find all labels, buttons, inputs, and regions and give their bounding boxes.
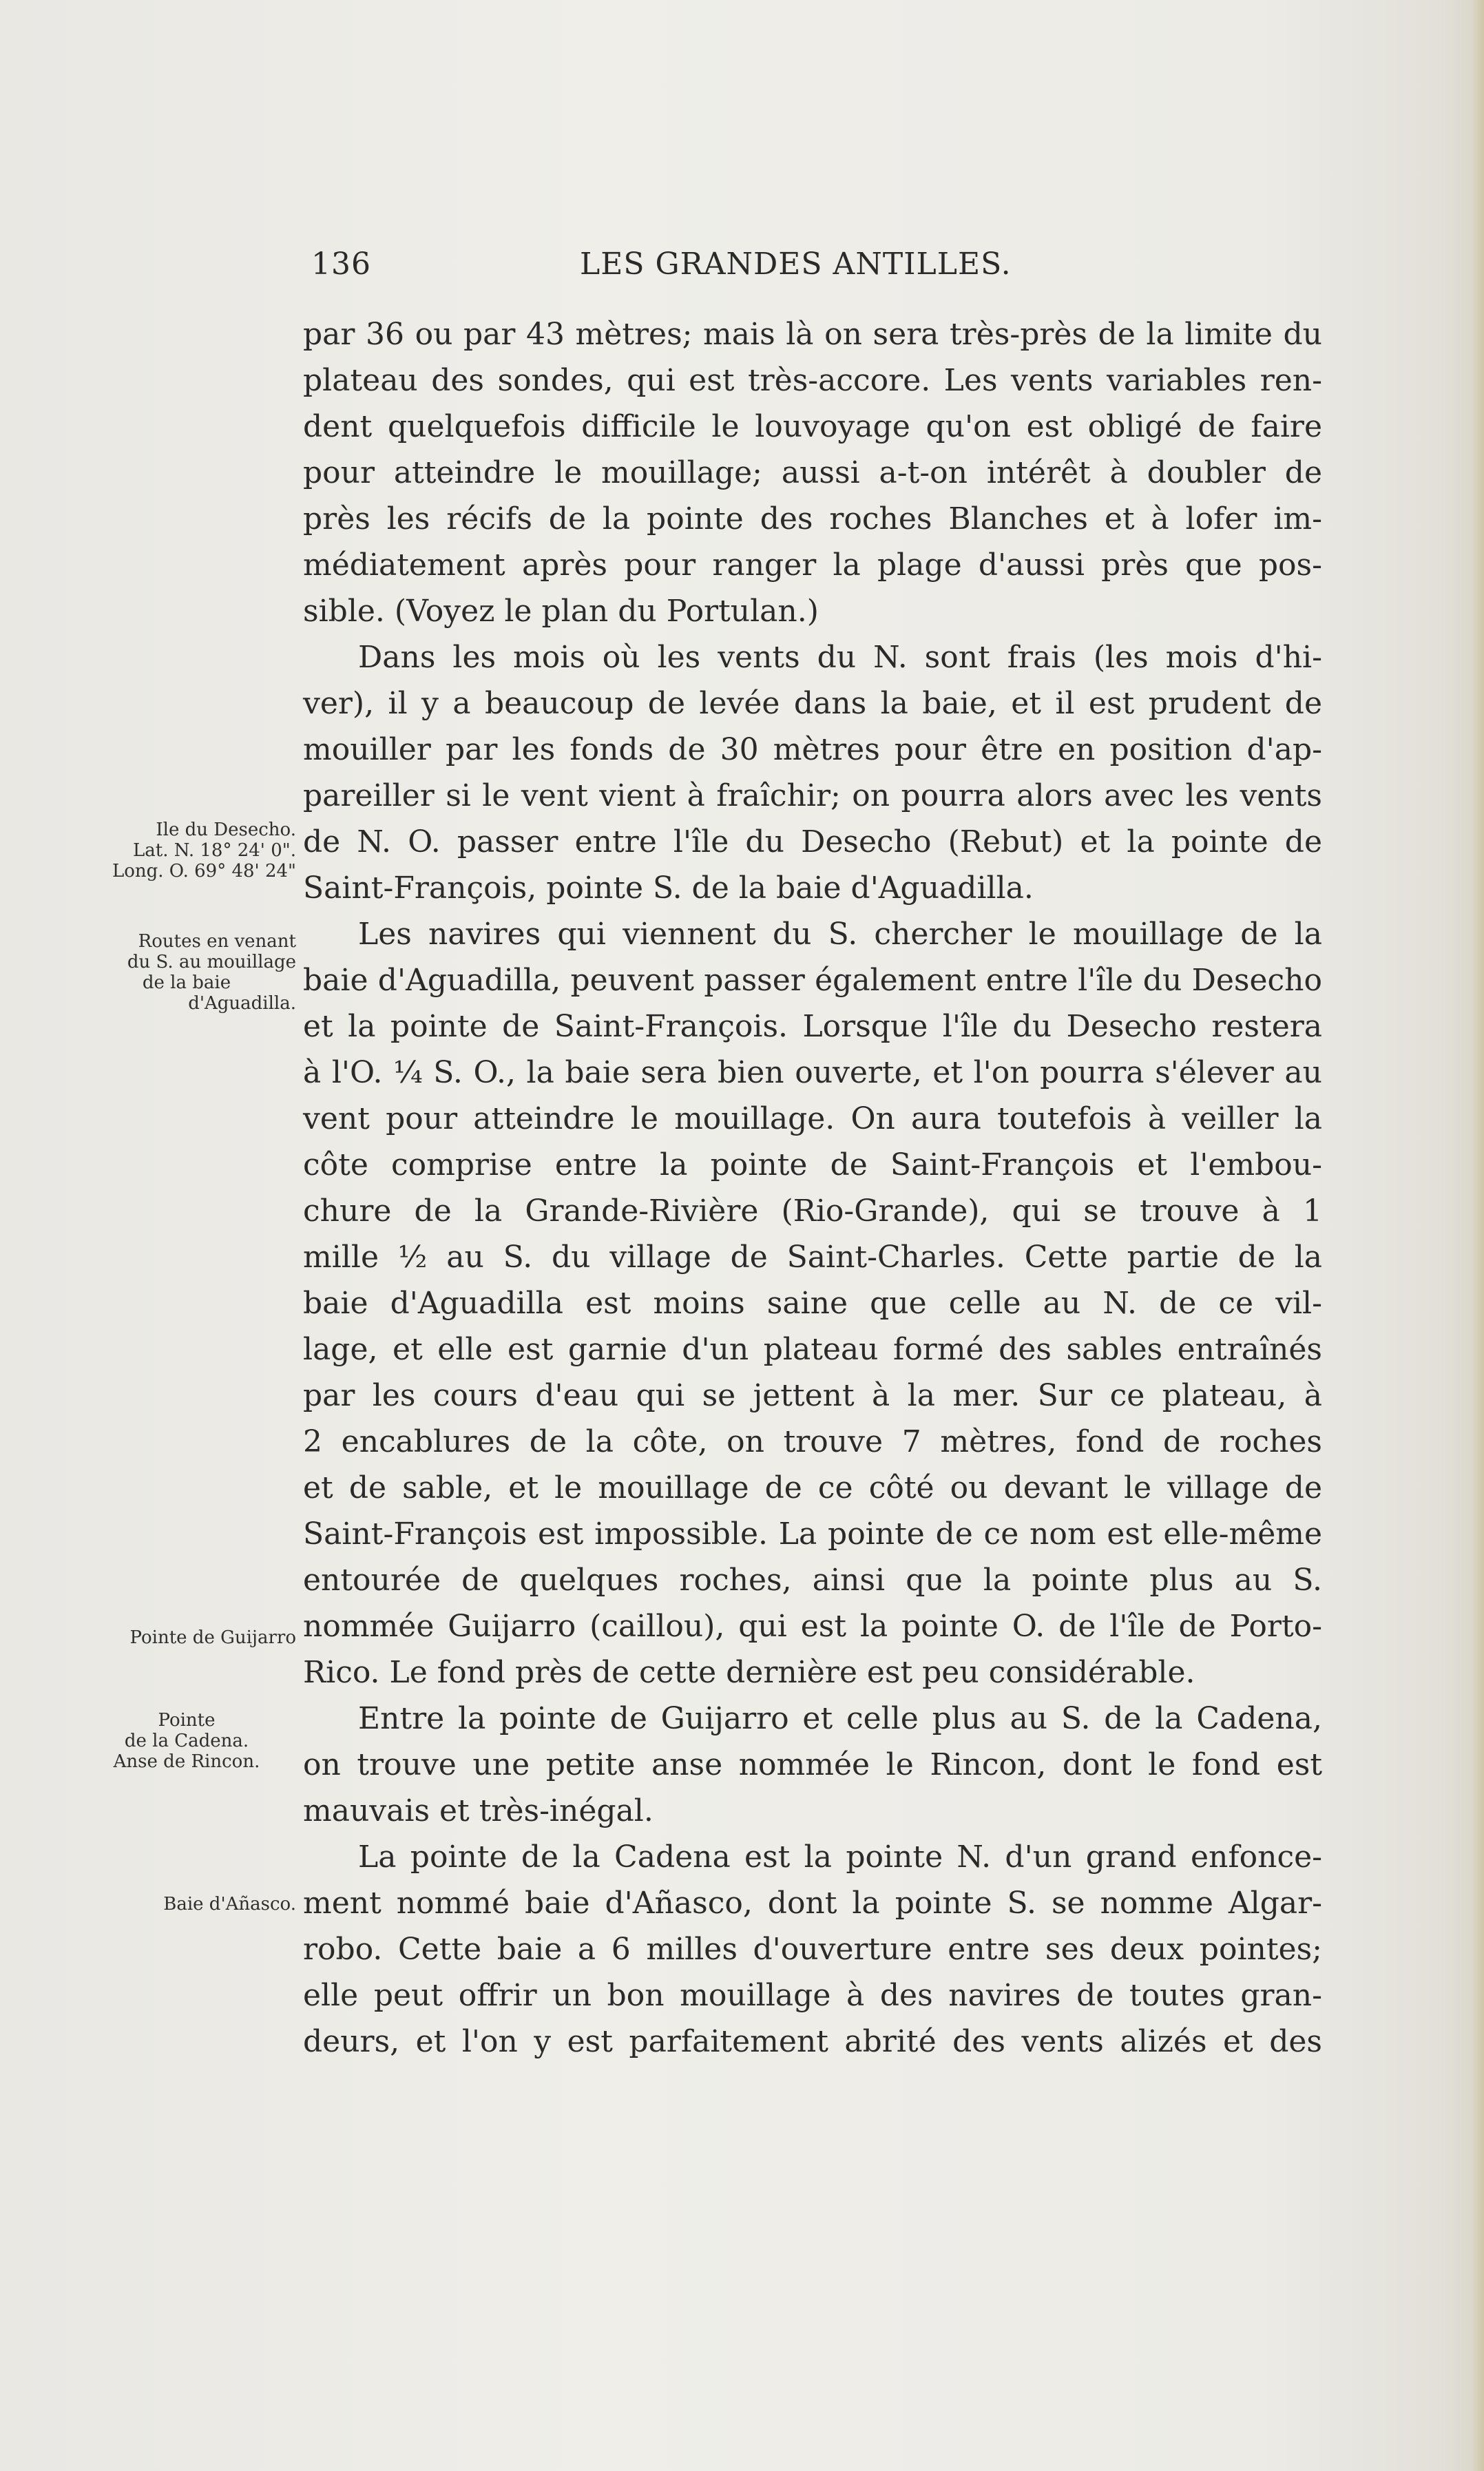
text-line: mille ½ au S. du village de Saint-Charles. Cette partie de la [303, 1240, 1322, 1275]
text-line: ment nommé baie d'Añasco, dont la pointe S. se nomme Algar- [303, 1886, 1322, 1921]
main-text [303, 311, 1322, 2065]
margin-note-pointe-de-guijarro [77, 1627, 296, 1648]
text-line: par les cours d'eau qui se jettent à la mer. Sur ce plateau, à [303, 1378, 1322, 1413]
text-line: près les récifs de la pointe des roches Blanches et à lofer im- [303, 501, 1322, 536]
margin-note-line: du S. au mouillage [127, 952, 296, 972]
margin-note-line: Ile du Desecho. [156, 820, 296, 840]
margin-note-line: de la Cadena. [124, 1731, 249, 1751]
text-line: deurs, et l'on y est parfaitement abrité des vents alizés et des [303, 2024, 1322, 2059]
text-line: lage, et elle est garnie d'un plateau formé des sables entraînés [303, 1332, 1322, 1367]
text-line: mauvais et très-inégal. [303, 1793, 654, 1828]
text-line: baie d'Aguadilla, peuvent passer également entre l'île du Desecho [303, 963, 1322, 998]
margin-note-ile-du-desecho [77, 820, 296, 882]
text-line: à l'O. ¼ S. O., la baie sera bien ouverte, et l'on pourra s'élever au [303, 1055, 1322, 1090]
paragraph-4-end [303, 1788, 1322, 1834]
paragraph-3-end [303, 1649, 1322, 1696]
text-line: baie d'Aguadilla est moins saine que celle au N. de ce vil- [303, 1286, 1322, 1321]
paragraph-4 [303, 1696, 1322, 1788]
paragraph-2 [303, 634, 1322, 865]
text-line: plateau des sondes, qui est très-accore. Les vents variables ren- [303, 363, 1322, 398]
paragraph-1-end [303, 588, 1322, 634]
text-line: La pointe de la Cadena est la pointe N. d'un grand enfonce- [358, 1839, 1322, 1875]
text-line: entourée de quelques roches, ainsi que la pointe plus au S. [303, 1563, 1322, 1598]
text-line: et la pointe de Saint-François. Lorsque l'île du Desecho restera [303, 1009, 1322, 1044]
margin-note-line: Long. O. 69° 48' 24" [112, 861, 296, 882]
margin-note-routes [77, 931, 296, 1014]
margin-note-baie-d-anasco [77, 1894, 296, 1915]
text-line: mouiller par les fonds de 30 mètres pour être en position d'ap- [303, 732, 1322, 767]
text-line: on trouve une petite anse nommée le Rincon, dont le fond est [303, 1747, 1322, 1782]
text-line: 2 encablures de la côte, on trouve 7 mètres, fond de roches [303, 1424, 1322, 1459]
text-line: côte comprise entre la pointe de Saint-François et l'embou- [303, 1147, 1322, 1182]
margin-note-line: Pointe de Guijarro [129, 1627, 296, 1648]
margin-note-line: Routes en venant [138, 931, 296, 952]
text-line: nommée Guijarro (caillou), qui est la pointe O. de l'île de Porto- [303, 1609, 1322, 1644]
page-header [303, 247, 1322, 295]
text-line: dent quelquefois difficile le louvoyage qu'on est obligé de faire [303, 409, 1322, 444]
text-line: Entre la pointe de Guijarro et celle plus au S. de la Cadena, [358, 1701, 1322, 1736]
text-line: ver), il y a beaucoup de levée dans la baie, et il est prudent de [303, 686, 1322, 721]
text-line: elle peut offrir un bon mouillage à des navires de toutes gran- [303, 1978, 1322, 2013]
text-line: chure de la Grande-Rivière (Rio-Grande), qui se trouve à 1 [303, 1193, 1322, 1229]
margin-note-line: de la baie [142, 972, 231, 993]
text-line: médiatement après pour ranger la plage d'aussi près que pos- [303, 548, 1322, 583]
text-line: pour atteindre le mouillage; aussi a-t-on intérêt à doubler de [303, 455, 1322, 490]
text-line: et de sable, et le mouillage de ce côté ou devant le village de [303, 1470, 1322, 1505]
paragraph-5 [303, 1834, 1322, 2065]
text-line: Saint-François, pointe S. de la baie d'Aguadilla. [303, 870, 1034, 906]
margin-note-line: d'Aguadilla. [188, 993, 296, 1014]
text-line: de N. O. passer entre l'île du Desecho (Rebut) et la pointe de [303, 824, 1322, 859]
margin-note-line: Anse de Rincon. [113, 1751, 260, 1772]
paragraph-3 [303, 911, 1322, 1649]
text-line: pareiller si le vent vient à fraîchir; on pourra alors avec les vents [303, 778, 1322, 813]
text-line: robo. Cette baie a 6 milles d'ouverture entre ses deux pointes; [303, 1932, 1322, 1967]
text-line: vent pour atteindre le mouillage. On aura toutefois à veiller la [303, 1101, 1322, 1136]
margin-note-line: Baie d'Añasco. [163, 1894, 296, 1915]
margin-note-line: Pointe [158, 1710, 216, 1731]
page-edge-stain [1472, 0, 1484, 2471]
text-line: par 36 ou par 43 mètres; mais là on sera très-près de la limite du [303, 317, 1322, 352]
running-title: LES GRANDES ANTILLES. [580, 247, 1012, 282]
text-line: Rico. Le fond près de cette dernière est peu considérable. [303, 1655, 1195, 1690]
margin-note-pointe-de-la-cadena [77, 1710, 296, 1772]
paragraph-2-end [303, 865, 1322, 911]
text-line: Les navires qui viennent du S. chercher le mouillage de la [358, 917, 1322, 952]
paragraph-1 [303, 311, 1322, 588]
page-number: 136 [311, 247, 371, 282]
margin-note-line: Lat. N. 18° 24' 0". [133, 840, 296, 861]
text-line: Saint-François est impossible. La pointe de ce nom est elle-même [303, 1516, 1322, 1552]
text-line: sible. (Voyez le plan du Portulan.) [303, 594, 819, 629]
text-line: Dans les mois où les vents du N. sont frais (les mois d'hi- [358, 640, 1322, 675]
